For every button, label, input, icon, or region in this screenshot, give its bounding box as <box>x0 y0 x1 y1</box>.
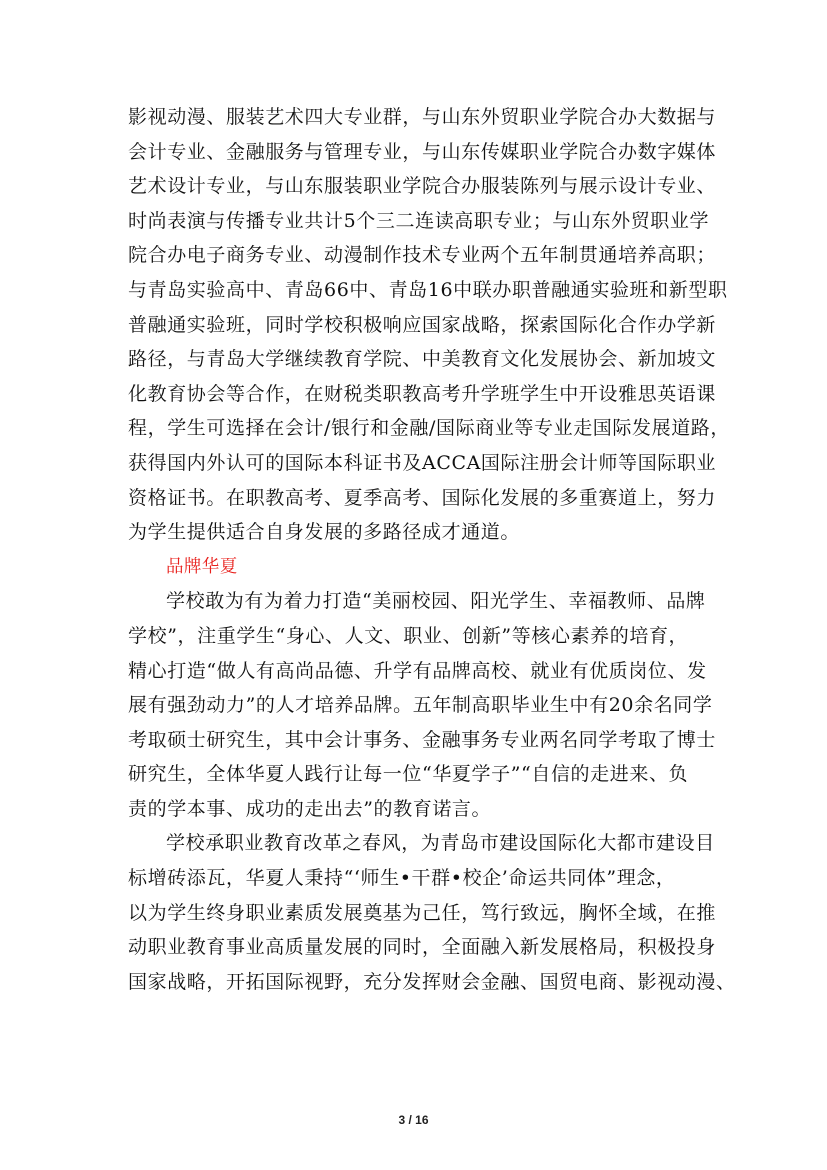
text-line: 研究生，全体华夏人践行让每一位“华夏学子”“自信的走进来、负 <box>128 763 689 786</box>
paragraph-reform <box>128 826 736 999</box>
text-line: 影视动漫、服装艺术四大专业群，与山东外贸职业学院合办大数据与 <box>128 106 717 128</box>
text-line: 与青岛实验高中、青岛66中、青岛16中联办职普融通实验班和新型职 <box>128 278 728 301</box>
text-line: 获得国内外认可的国际本科证书及ACCA国际注册会计师等国际职业 <box>128 451 717 474</box>
text-line: 程，学生可选择在会计/银行和金融/国际商业等专业走国际发展道路， <box>128 417 731 440</box>
paragraph-brand <box>128 584 717 826</box>
text-line: 路径，与青岛大学继续教育学院、中美教育文化发展协会、新加坡文 <box>128 348 717 371</box>
text-line: 学校承职业教育改革之春风，为青岛市建设国际化大都市建设目 <box>166 832 715 855</box>
text-line: 国家战略，开拓国际视野，充分发挥财会金融、国贸电商、影视动漫、 <box>128 970 736 993</box>
section-heading: 品牌华夏 <box>166 556 238 577</box>
text-line: 责的学本事、成功的走出去”的教育诺言。 <box>128 797 492 820</box>
text-line: 以为学生终身职业素质发展奠基为己任，笃行致远，胸怀全域，在推 <box>128 901 717 924</box>
text-line: 学校”，注重学生“身心、人文、职业、创新”等核心素养的培育， <box>128 624 689 647</box>
text-line: 院合办电子商务专业、动漫制作技术专业两个五年制贯通培养高职； <box>128 244 717 267</box>
text-line: 动职业教育事业高质量发展的同时，全面融入新发展格局，积极投身 <box>128 936 717 959</box>
text-line: 资格证书。在职教高考、夏季高考、国际化发展的多重赛道上，努力 <box>128 486 717 509</box>
text-line: 标增砖添瓦，华夏人秉持“‘师生•干群•校企’命运共同体”理念， <box>128 867 676 890</box>
text-line: 展有强劲动力”的人才培养品牌。五年制高职毕业生中有20余名同学 <box>128 694 713 717</box>
text-line: 精心打造“做人有高尚品德、升学有品牌高校、就业有优质岗位、发 <box>128 659 707 682</box>
text-line: 时尚表演与传播专业共计5个三二连读高职专业；与山东外贸职业学 <box>128 209 710 232</box>
text-line: 考取硕士研究生，其中会计事务、金融事务专业两名同学考取了博士 <box>128 728 717 751</box>
text-line: 普融通实验班，同时学校积极响应国家战略，探索国际化合作办学新 <box>128 313 717 336</box>
text-line: 为学生提供适合自身发展的多路径成才通道。 <box>128 521 521 544</box>
page-number: 3 / 16 <box>398 1113 429 1127</box>
document-body <box>128 100 736 999</box>
text-line: 学校敢为有为着力打造“美丽校园、阳光学生、幸福教师、品牌 <box>166 590 706 613</box>
paragraph-continued <box>128 100 731 550</box>
text-line: 艺术设计专业，与山东服装职业学院合办服装陈列与展示设计专业、 <box>128 175 717 198</box>
text-line: 会计专业、金融服务与管理专业，与山东传媒职业学院合办数字媒体 <box>128 140 717 163</box>
text-line: 化教育协会等合作，在财税类职教高考升学班学生中开设雅思英语课 <box>128 382 717 405</box>
